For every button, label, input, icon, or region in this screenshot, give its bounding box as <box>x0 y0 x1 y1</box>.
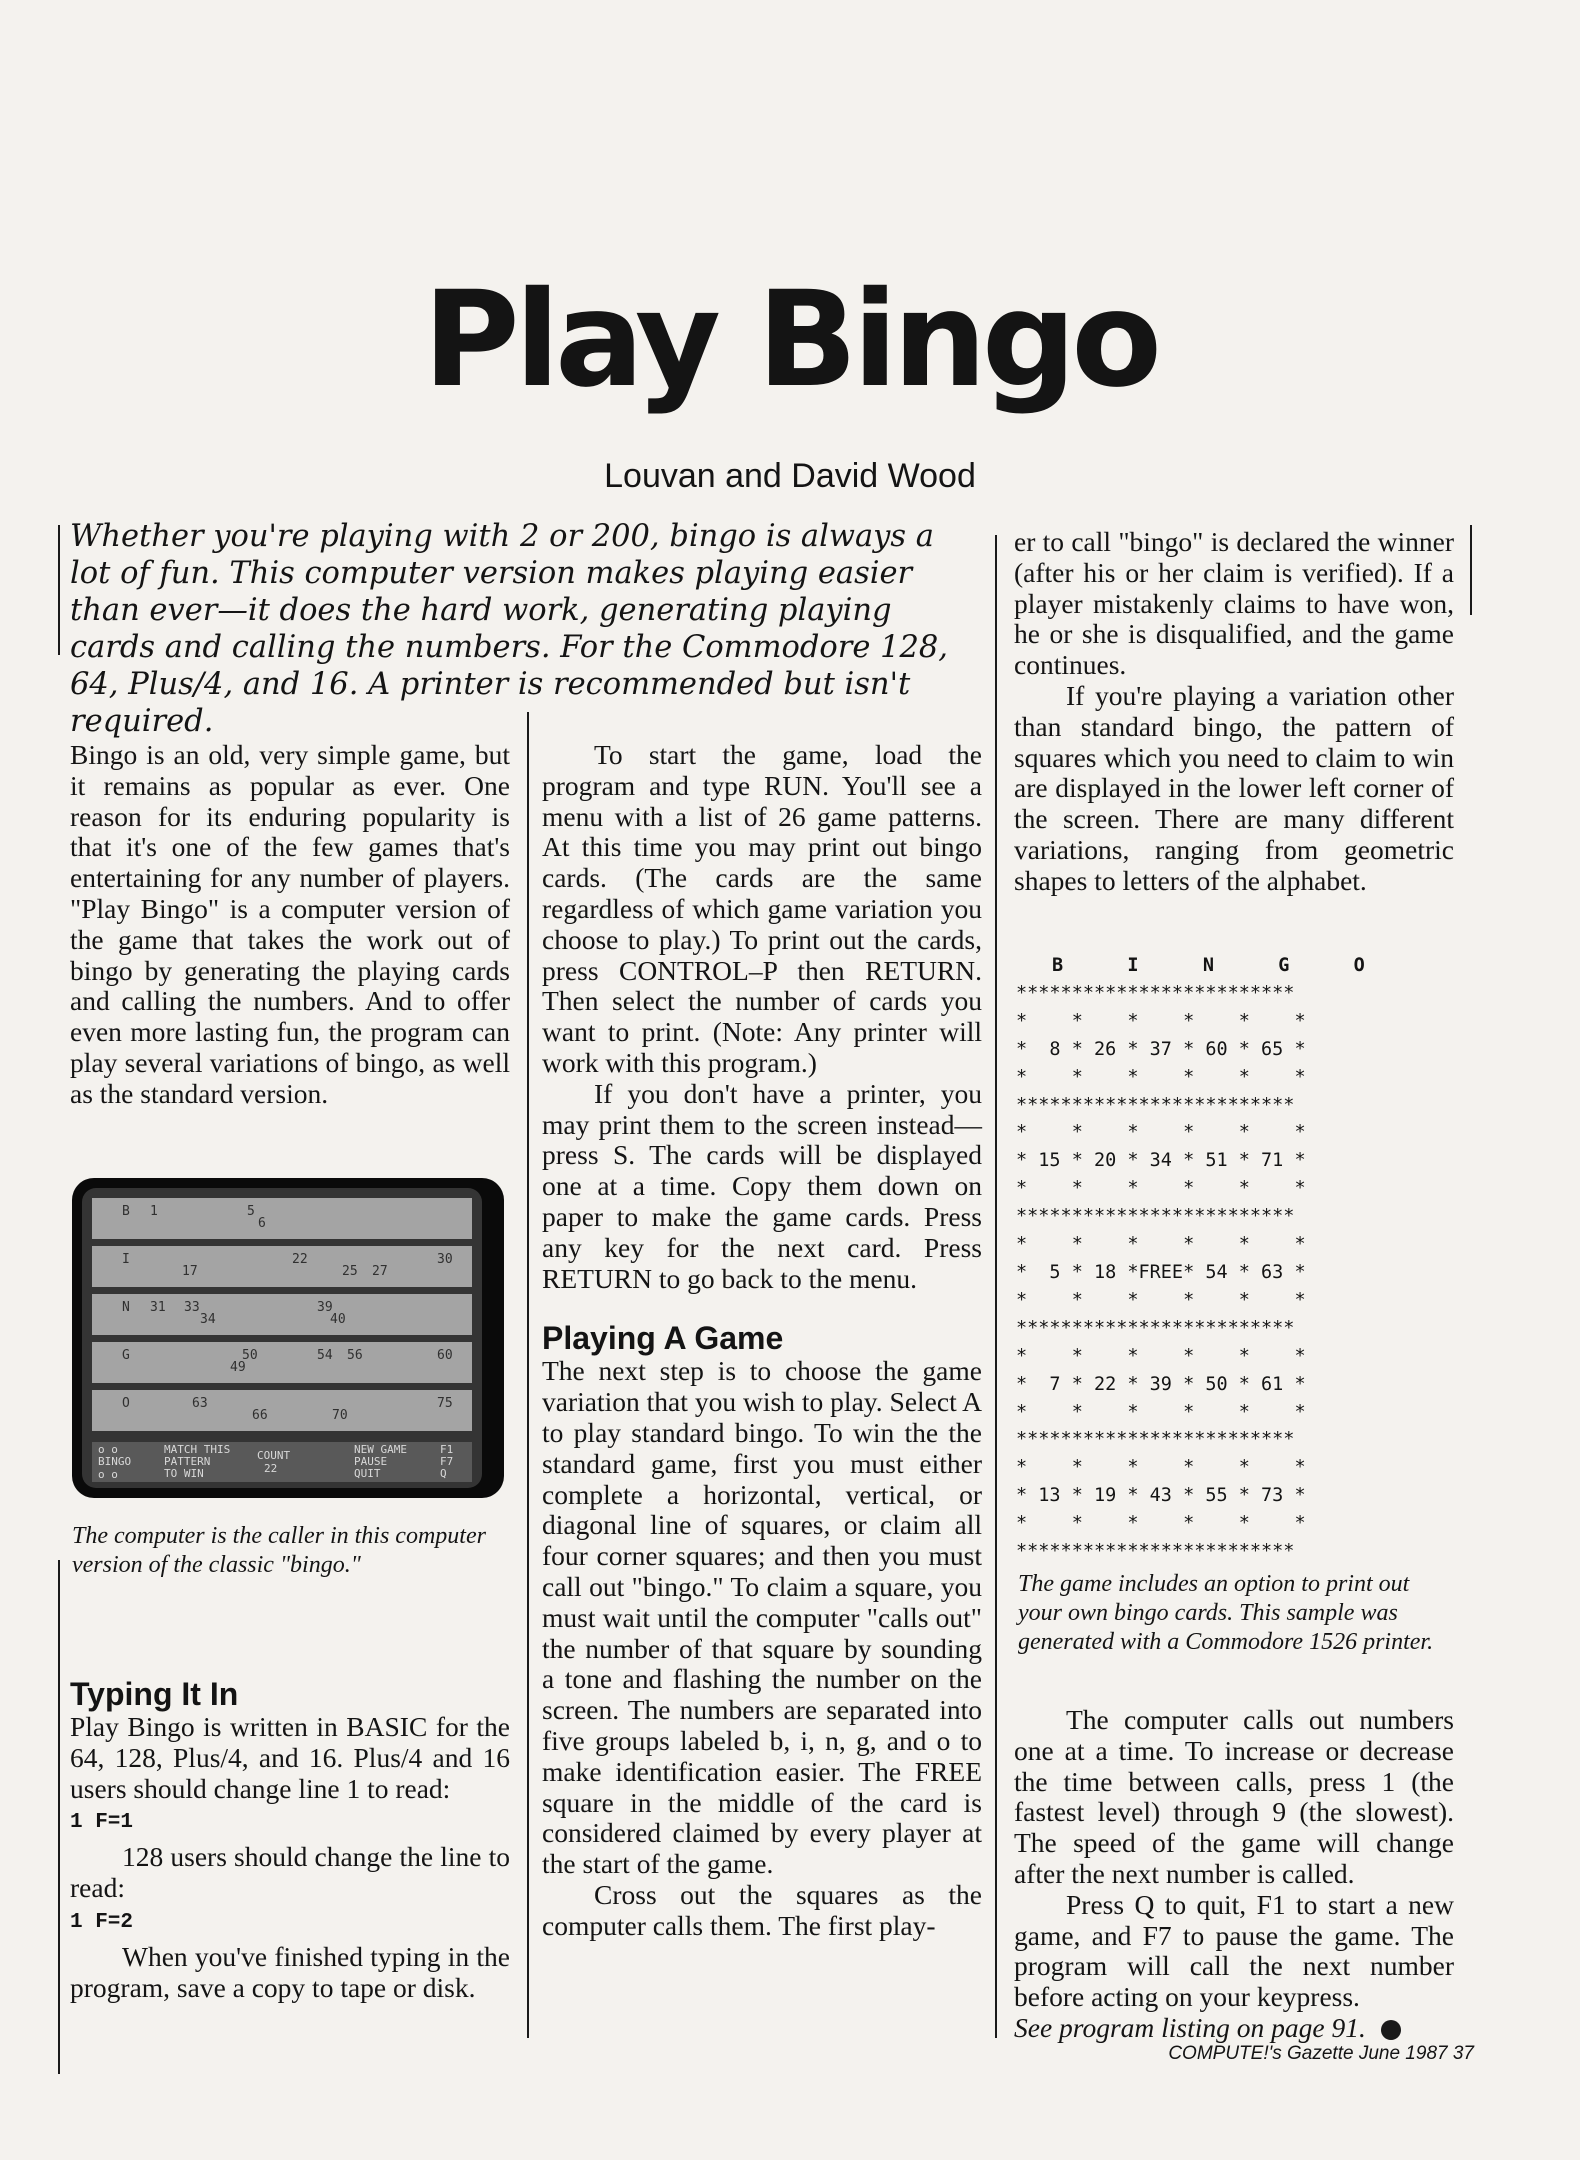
status-text: BINGO <box>98 1455 132 1468</box>
screen-number: 5 <box>247 1204 255 1219</box>
screen-number: 30 <box>437 1252 453 1267</box>
card-spacer: * * * * * * <box>1016 1345 1306 1367</box>
game-screenshot <box>72 1178 504 1498</box>
column-rule-3 <box>995 535 997 2038</box>
card-row: * 15 * 20 * 34 * 51 * 71 * <box>1016 1150 1306 1172</box>
card-border: ************************* <box>1016 1429 1295 1451</box>
screen-number: 50 <box>242 1348 258 1363</box>
card-spacer: * * * * * * <box>1016 1122 1306 1144</box>
col1-paragraph-3: 128 users should change the line to read: <box>70 1841 510 1904</box>
screen-row <box>92 1294 472 1335</box>
end-mark-icon <box>1381 2020 1401 2040</box>
col2-paragraph-4: Cross out the squares as the computer calls them. The first play- <box>542 1878 982 1941</box>
screen-number: 31 <box>150 1300 166 1315</box>
col2-paragraph-1: To start the game, load the program and type RUN. You'll see a menu with a list of 26 game patterns. At this time you may print out bingo cards. (The cards are the same regardless of which game variation you choose to play.) To print out the cards, press CONTROL–P then RETURN. Then select the number of cards you want to print. (Note: Any printer will work with this program.) <box>542 739 982 1078</box>
screen-number: 33 <box>184 1300 200 1315</box>
col3-paragraph-2: If you're playing a variation other than standard bingo, the pattern of squares which you need to claim to win are displayed in the lower left corner of the screen. There are many different variations, ranging from geometric shapes to letters of the alphabet. <box>1014 679 1454 896</box>
card-border: ************************* <box>1016 1541 1295 1563</box>
status-text: QUIT <box>354 1467 381 1480</box>
col3-paragraph-3: The computer calls out numbers one at a time. To increase or decrease the time between calls, press 1 (the fastest level) through 9 (the slowest). The speed of the game will change after the next number is called. <box>1014 1704 1454 1889</box>
card-header: B I N G O <box>1052 955 1379 976</box>
column-rule-right <box>1470 525 1472 615</box>
card-spacer: * * * * * * <box>1016 1234 1306 1256</box>
screen-number: 60 <box>437 1348 453 1363</box>
printed-bingo-card <box>1016 952 1436 1566</box>
col1-paragraph-1: Bingo is an old, very simple game, but it remains as popular as ever. One reason for its enduring popularity is that it's one of the few games that's entertaining for any number of players. "Play Bingo" is a computer version of the game that takes the work out of bingo by generating the playing cards and calling the numbers. And to offer even more lasting fun, the program can play several variations of bingo, as well as the standard version. <box>70 739 510 1109</box>
footer-text: COMPUTE!'s Gazette June 1987 37 <box>1168 2043 1474 2064</box>
column-1 <box>70 740 510 1110</box>
column-1-lower <box>70 1676 510 2004</box>
card-row: * 7 * 22 * 39 * 50 * 61 * <box>1016 1373 1306 1395</box>
column-rule-left-intro <box>58 525 60 655</box>
screen-number: 34 <box>200 1312 216 1327</box>
byline: Louvan and David Wood <box>604 457 976 495</box>
col2-paragraph-3: The next step is to choose the game variation that you wish to play. Select A to play standard bingo. To win the the standard game, first you must either complete a horizontal, vertical, or diagonal line of squares, or claim all four corner squares; and then you must call out "bingo." To claim a square, you must wait until the computer "calls out" the number of that square by sounding a tone and flashing the number on the screen. The numbers are separated into five groups labeled b, i, n, g, and o to make identification easier. The FREE square in the middle of the card is considered claimed by every player at the start of the game. <box>542 1355 982 1880</box>
status-text: NEW GAME <box>354 1443 407 1456</box>
status-text: 22 <box>264 1462 278 1475</box>
article-intro: Whether you're playing with 2 or 200, bingo is always a lot of fun. This computer version makes playing easier than ever—it does the hard work, generating playing cards and calling the numbers. For the Commodore 128, 64, Plus/4, and 16. A printer is recommended but isn't required. <box>70 519 949 739</box>
screen-number: 17 <box>182 1264 198 1279</box>
screen-number: 49 <box>230 1360 246 1375</box>
card-border: ************************* <box>1016 1094 1295 1116</box>
page-footer <box>1168 2043 1474 2065</box>
card-spacer: * * * * * * <box>1016 1513 1306 1535</box>
card-border: ************************* <box>1016 1317 1295 1339</box>
card-spacer: * * * * * * <box>1016 1010 1306 1032</box>
code-line-2: 1 F=2 <box>70 1910 134 1934</box>
screen-number: 1 <box>150 1204 158 1219</box>
card-spacer: * * * * * * <box>1016 1178 1306 1200</box>
section-heading-playing: Playing A Game <box>542 1320 784 1357</box>
screen-row <box>92 1342 472 1383</box>
card-border: ************************* <box>1016 982 1295 1004</box>
screen-number: B <box>122 1204 130 1219</box>
status-text: F7 <box>440 1455 454 1468</box>
screen-number: 22 <box>292 1252 308 1267</box>
status-text: MATCH THIS <box>164 1443 231 1456</box>
card-spacer: * * * * * * <box>1016 1289 1306 1311</box>
status-text: o o <box>98 1443 118 1456</box>
article-title: Play Bingo <box>422 263 1157 417</box>
screen-number: G <box>122 1348 130 1363</box>
column-rule-2 <box>527 712 529 2038</box>
screen-number: 56 <box>347 1348 363 1363</box>
screen-number: 27 <box>372 1264 388 1279</box>
screen-number: 40 <box>330 1312 346 1327</box>
status-text: Q <box>440 1467 447 1480</box>
screen-number: O <box>122 1396 130 1411</box>
screen-number: 6 <box>258 1216 266 1231</box>
screen-row <box>92 1198 472 1239</box>
screenshot-caption: The computer is the caller in this computer version of the classic "bingo." <box>72 1523 486 1578</box>
status-text: o o <box>98 1468 118 1481</box>
col1-paragraph-2: Play Bingo is written in BASIC for the 64, 128, Plus/4, and 16. Plus/4 and 16 users should change line 1 to read: <box>70 1711 510 1804</box>
screen-row <box>92 1390 472 1431</box>
screen-number: I <box>122 1252 130 1267</box>
col1-paragraph-4: When you've finished typing in the program, save a copy to tape or disk. <box>70 1940 510 2003</box>
status-text: PATTERN <box>164 1455 211 1468</box>
screen-row <box>92 1246 472 1287</box>
screen-status-bar <box>92 1442 472 1482</box>
section-heading-typing: Typing It In <box>70 1676 239 1712</box>
col2-paragraph-2: If you don't have a printer, you may print them to the screen instead—press S. The cards will be displayed one at a time. Copy them down on paper to make the game cards. Press any key for the next card. Press RETURN to go back to the menu. <box>542 1077 982 1294</box>
screen-number: 63 <box>192 1396 208 1411</box>
card-spacer: * * * * * * <box>1016 1401 1306 1423</box>
card-row: * 13 * 19 * 43 * 55 * 73 * <box>1016 1485 1306 1507</box>
status-text: COUNT <box>257 1449 291 1462</box>
column-2 <box>542 740 982 1941</box>
column-rule-1 <box>58 1560 60 2074</box>
screen-number: 70 <box>332 1408 348 1423</box>
column-3-lower <box>1014 1705 1454 2044</box>
card-row: * 8 * 26 * 37 * 60 * 65 * <box>1016 1038 1306 1060</box>
col3-paragraph-4: Press Q to quit, F1 to start a new game, and F7 to pause the game. The program will call the next number before acting on your keypress. <box>1014 1888 1454 2013</box>
card-border: ************************* <box>1016 1206 1295 1228</box>
card-spacer: * * * * * * <box>1016 1457 1306 1479</box>
screen-number: 39 <box>317 1300 333 1315</box>
program-listing-ref: See program listing on page 91. <box>1014 2011 1366 2043</box>
screen-number: 54 <box>317 1348 333 1363</box>
column-3 <box>1014 527 1454 897</box>
col3-paragraph-1: er to call "bingo" is declared the winner (after his or her claim is verified). If a player mistakenly claims to have won, he or she is disqualified, and the game continues. <box>1014 526 1454 681</box>
card-caption: The game includes an option to print out your own bingo cards. This sample was generated with a Commodore 1526 printer. <box>1018 1571 1434 1655</box>
card-row: * 5 * 18 *FREE* 54 * 63 * <box>1016 1261 1306 1283</box>
screen-number: N <box>122 1300 130 1315</box>
program-listing-note <box>1014 2013 1454 2044</box>
status-text: PAUSE <box>354 1455 388 1468</box>
status-text: F1 <box>440 1443 454 1456</box>
code-line-1: 1 F=1 <box>70 1811 134 1835</box>
screen-number: 66 <box>252 1408 268 1423</box>
screen-number: 75 <box>437 1396 453 1411</box>
screen-number: 25 <box>342 1264 358 1279</box>
screen-display <box>82 1188 482 1488</box>
status-text: TO WIN <box>164 1467 204 1480</box>
card-spacer: * * * * * * <box>1016 1066 1306 1088</box>
